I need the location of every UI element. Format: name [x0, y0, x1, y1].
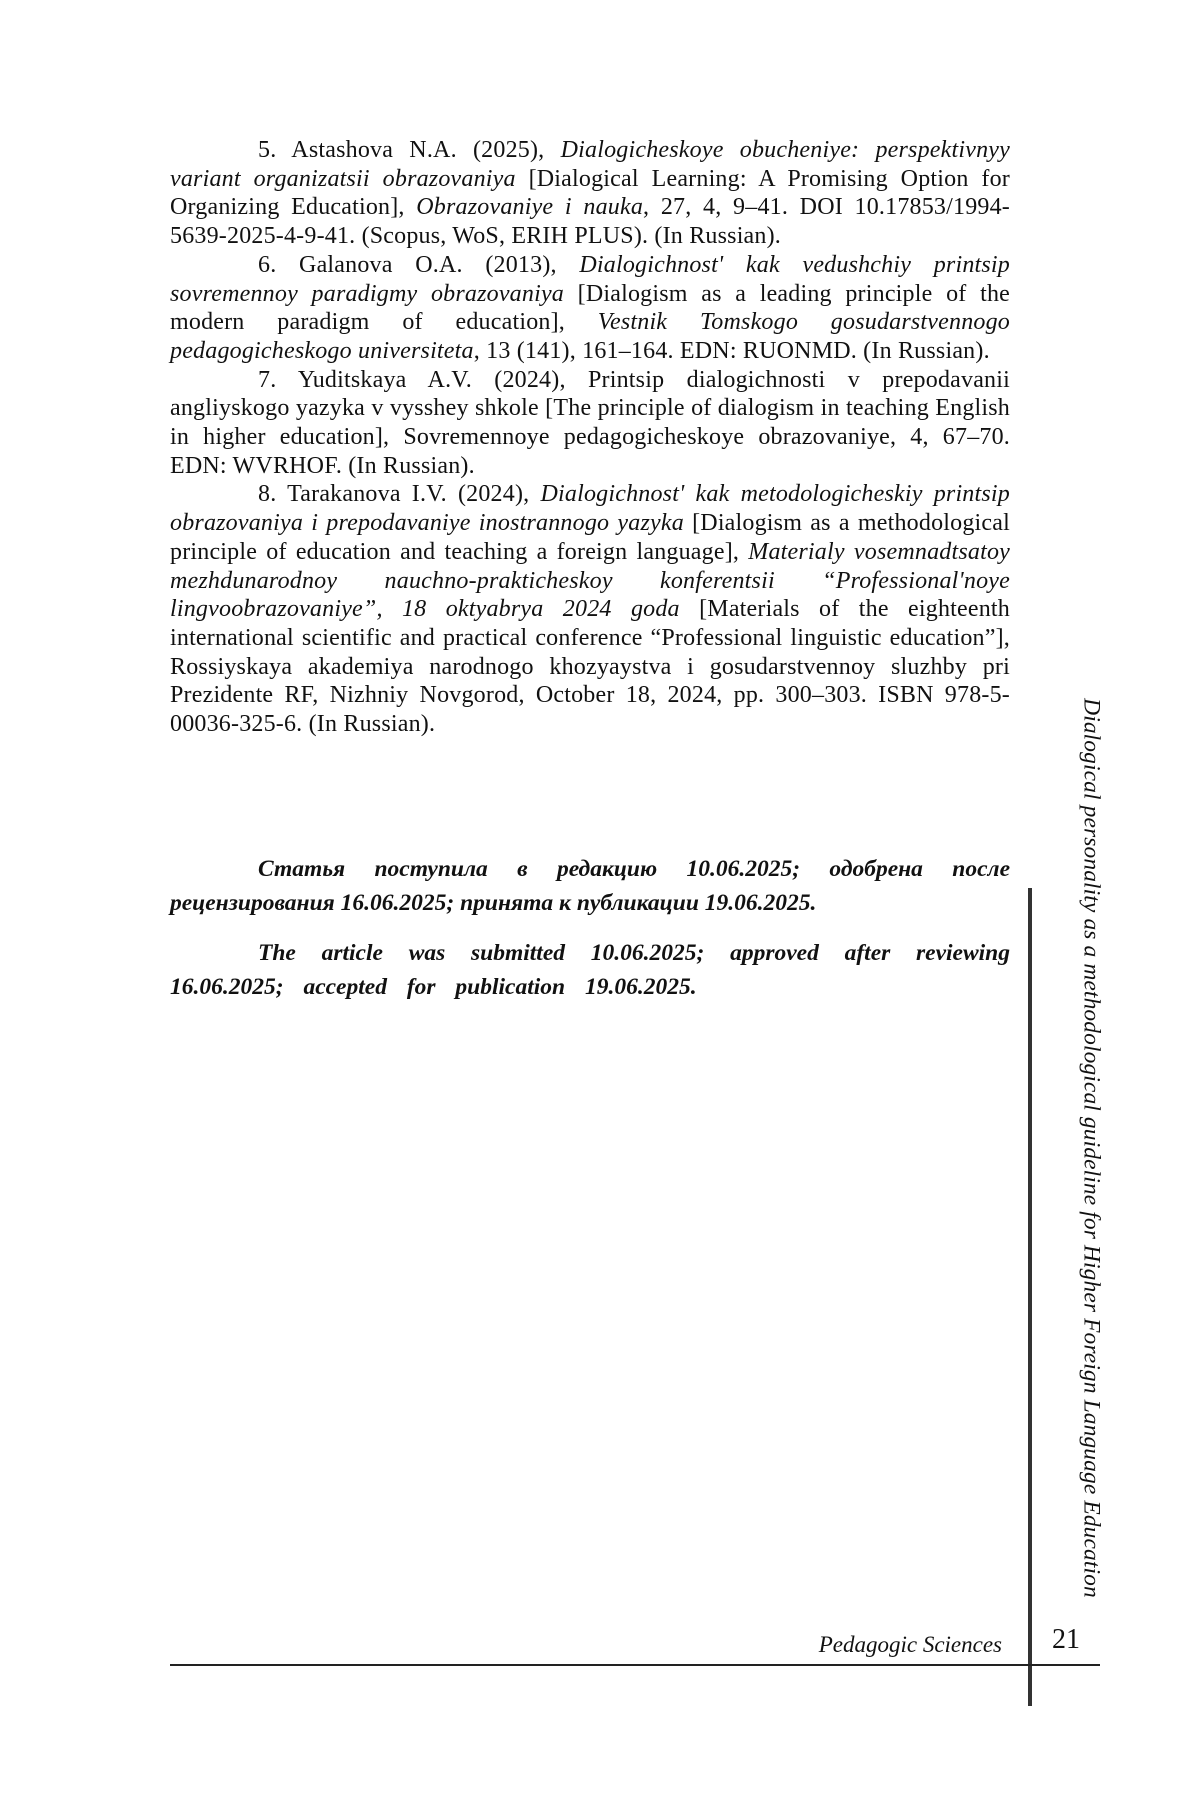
- article-dates-english: The article was submitted 10.06.2025; approved after reviewing 16.06.2025; accepted for publication 19.06.2025.: [170, 940, 1010, 1000]
- reference-source: Obrazovaniye i nauka: [416, 194, 644, 221]
- reference-item: 5. Astashova N.A. (2025), Dialogicheskoye obucheniye: perspektivnyy variant organizatsii obrazovaniya [Dialogical Learning: A Promising Option for Organizing Education], Obrazovaniye i nauka, 27, 4, 9–41. DOI 10.17853/1994-5639-2025-4-9-41. (Scopus, WoS, ERIH PLUS). (In Russian).: [170, 137, 1010, 250]
- article-dates-russian: Статья поступила в редакцию 10.06.2025; одобрена после рецензирования 16.06.2025; принята к публикации 19.06.2025.: [170, 856, 1010, 916]
- footer-section-name: Pedagogic Sciences: [818, 1632, 1002, 1657]
- reference-item: 8. Tarakanova I.V. (2024), Dialogichnost' kak metodologicheskiy printsip obrazovaniya i prepodavaniye inostrannogo yazyka [Dialogism as a methodological principle of education and teaching a foreign language], Materialy vosemnadtsatoy mezhdunarodnoy nauchno-prakticheskoy konferentsii “Professional'noye lingvoobrazovaniye”, 18 oktyabrya 2024 goda [Materials of the eighteenth international scientific and practical conference “Professional linguistic education”], Rossiyskaya akademiya narodnogo khozyaystva i gosudarstvennoy sluzhby pri Prezidente RF, Nizhniy Novgorod, October 18, 2024, pp. 300–303. ISBN 978-5-00036-325-6. (In Russian).: [170, 481, 1010, 738]
- reference-title: Dialogichnost' kak metodologicheskiy printsip obrazovaniya i prepodavaniye inostrannogo yazyka: [170, 481, 1010, 537]
- reference-source: Vestnik Tomskogo gosudarstvennogo pedagogicheskogo universiteta: [170, 309, 1010, 364]
- reference-title: Dialogichnost' kak vedushchiy printsip sovremennoy paradigmy obrazovaniya: [170, 251, 1010, 307]
- reference-source: Materialy vosemnadtsatoy mezhdunarodnoy nauchno-prakticheskoy konferentsii “Professional'noye lingvoobrazovaniye”, 18 oktyabrya 2024 goda: [170, 538, 1010, 623]
- running-title-vertical: Dialogical personality as a methodological guideline for Higher Foreign Language Education: [1078, 698, 1105, 1598]
- reference-item: 6. Galanova O.A. (2013), Dialogichnost' kak vedushchiy printsip sovremennoy paradigmy obrazovaniya [Dialogism as a leading principle of the modern paradigm of education], Vestnik Tomskogo gosudarstvennogo pedagogicheskogo universiteta, 13 (141), 161–164. EDN: RUONMD. (In Russian).: [170, 251, 1010, 364]
- reference-item: 7. Yuditskaya A.V. (2024), Printsip dialogichnosti v prepodavanii angliyskogo yazyka v vysshey shkole [The principle of dialogism in teaching English in higher education], Sovremennoye pedagogicheskoye obrazovaniye, 4, 67–70. EDN: WVRHOF. (In Russian).: [170, 366, 1010, 479]
- reference-title: Dialogicheskoye obucheniye: perspektivnyy variant organizatsii obrazovaniya: [170, 137, 1010, 192]
- footer-rule: [170, 1664, 1100, 1666]
- reference-list: [170, 136, 1010, 739]
- margin-divider: [1028, 888, 1032, 1706]
- page-number: 21: [1052, 1624, 1080, 1655]
